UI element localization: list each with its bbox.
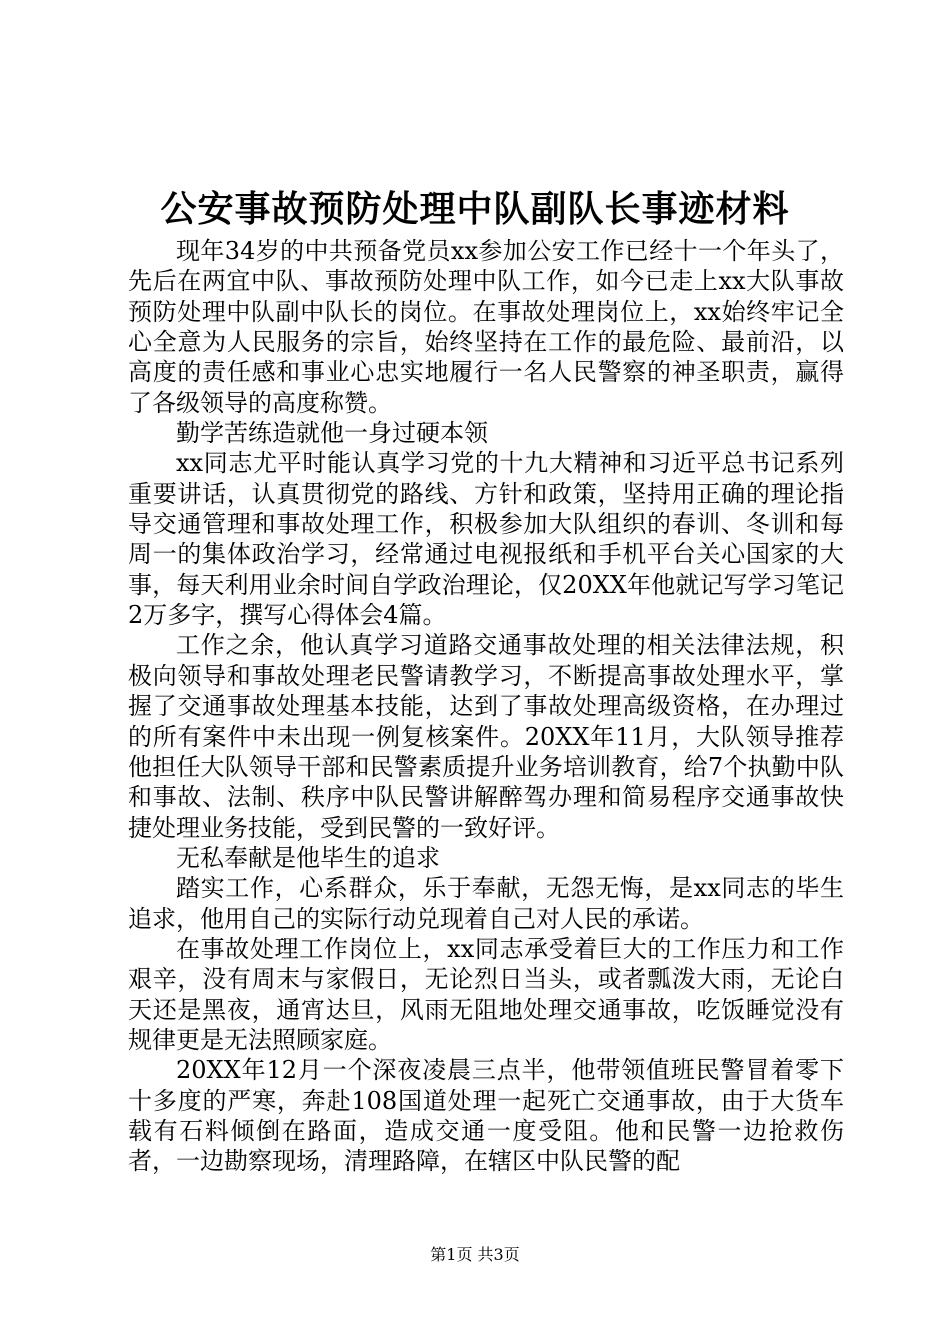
paragraph-dedication-incident: 20XX年12月一个深夜凌晨三点半，他带领值班民警冒着零下十多度的严寒，奔赴108国道处理一起死亡交通事故，由于大货车载有石料倾倒在路面，造成交通一度受阻。他和民警一边抢救伤者，一边勘察现场，清理路障，在辖区中队民警的配: [128, 1056, 844, 1176]
document-body: [128, 236, 844, 1177]
section-heading-study: 勤学苦练造就他一身过硬本领: [176, 419, 488, 448]
paragraph-intro: 现年34岁的中共预备党员xx参加公安工作已经十一个年头了，先后在两宜中队、事故预防处理中队工作，如今已走上xx大队事故预防处理中队副中队长的岗位。在事故处理岗位上，xx始终牢记全心全意为人民服务的宗旨，始终坚持在工作的最危险、最前沿，以高度的责任感和事业心忠实地履行一名人民警察的神圣职责，赢得了各级领导的高度称赞。: [128, 237, 844, 417]
paragraph-study-skills: 工作之余，他认真学习道路交通事故处理的相关法律法规，积极向领导和事故处理老民警请教学习，不断提高事故处理水平，掌握了交通事故处理基本技能，达到了事故处理高级资格，在办理过的所有案件中未出现一例复核案件。20XX年11月，大队领导推荐他担任大队领导干部和民警素质提升业务培训教育，给7个执勤中队和事故、法制、秩序中队民警讲解醉驾办理和简易程序交通事故快捷处理业务技能，受到民警的一致好评。: [128, 631, 844, 842]
page-footer: 第1页 共3页: [430, 1245, 520, 1264]
section-heading-dedication: 无私奉献是他毕生的追求: [176, 843, 440, 872]
paragraph-dedication-hardship: 在事故处理工作岗位上，xx同志承受着巨大的工作压力和工作艰辛，没有周末与家假日，无论烈日当头，或者瓢泼大雨，无论白天还是黑夜，通宵达旦，风雨无阻地处理交通事故，吃饭睡觉没有规律更是无法照顾家庭。: [128, 934, 844, 1054]
paragraph-dedication-intro: 踏实工作，心系群众，乐于奉献，无怨无悔，是xx同志的毕生追求，他用自己的实际行动兑现着自己对人民的承诺。: [128, 874, 844, 933]
document-title: 公安事故预防处理中队副队长事迹材料: [160, 188, 790, 230]
paragraph-study-politics: xx同志尤平时能认真学习党的十九大精神和习近平总书记系列重要讲话，认真贯彻党的路线、方针和政策，坚持用正确的理论指导交通管理和事故处理工作，积极参加大队组织的春训、冬训和每周一的集体政治学习，经常通过电视报纸和手机平台关心国家的大事，每天利用业余时间自学政治理论，仅20XX年他就记写学习笔记2万多字，撰写心得体会4篇。: [128, 449, 844, 630]
